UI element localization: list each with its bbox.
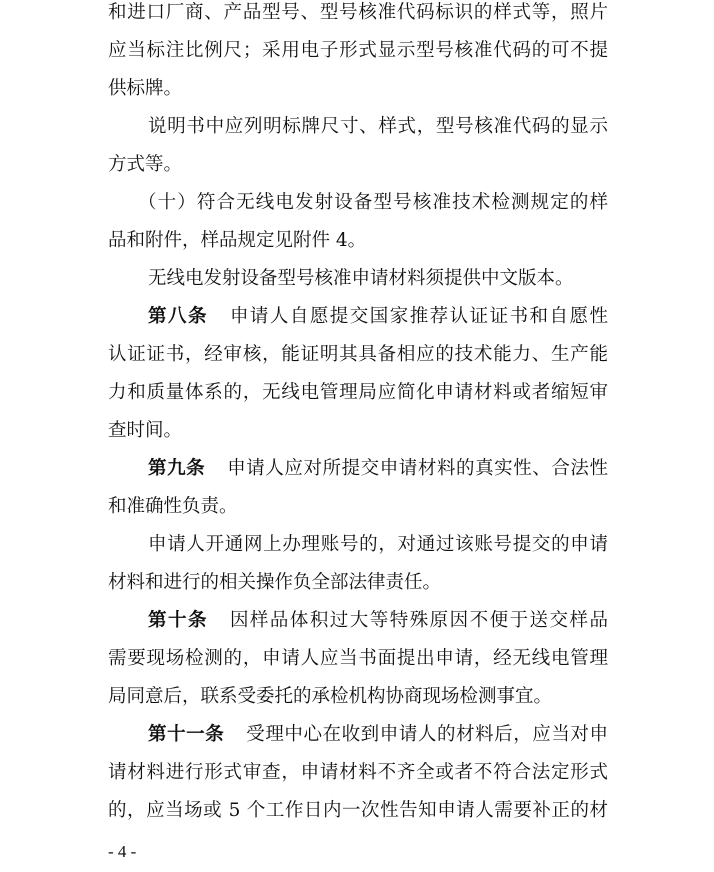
text-line: 品和附件，样品规定见附件 4。 <box>108 230 367 251</box>
article-text: 因样品体积过大等特殊原因不便于送交样品 <box>229 610 608 631</box>
article-heading: 第九条 <box>148 458 206 479</box>
article-text: 受理中心在收到申请人的材料后，应当对申 <box>246 724 608 745</box>
article-line <box>108 304 608 330</box>
text-line: 请材料进行形式审查，申请材料不齐全或者不符合法定形式 <box>108 762 608 783</box>
article-line <box>108 456 608 482</box>
article-text: 申请人自愿提交国家推荐认证证书和自愿性 <box>229 306 608 327</box>
text-line: 和准确性负责。 <box>108 496 238 517</box>
text-line: 应当标注比例尺；采用电子形式显示型号核准代码的可不提 <box>108 40 608 61</box>
text-line: 需要现场检测的，申请人应当书面提出申请，经无线电管理 <box>108 648 608 669</box>
text-line: 材料和进行的相关操作负全部法律责任。 <box>108 572 442 593</box>
article-line <box>108 608 608 634</box>
text-line: 和进口厂商、产品型号、型号核准代码标识的样式等，照片 <box>108 2 608 23</box>
text-line: 查时间。 <box>108 420 183 441</box>
text-line: 局同意后，联系受委托的承检机构协商现场检测事宜。 <box>108 686 553 707</box>
article-heading: 第十一条 <box>148 724 225 745</box>
text-line: （十）符合无线电发射设备型号核准技术检测规定的样 <box>138 192 608 213</box>
text-line: 说明书中应列明标牌尺寸、样式，型号核准代码的显示 <box>148 116 608 137</box>
text-line: 的，应当场或 5 个工作日内一次性告知申请人需要补正的材 <box>108 800 608 821</box>
article-line <box>108 722 608 748</box>
text-line: 力和质量体系的，无线电管理局应简化申请材料或者缩短审 <box>108 382 608 403</box>
text-line: 供标牌。 <box>108 78 183 99</box>
text-line: 方式等。 <box>108 154 183 175</box>
page-number: - 4 - <box>108 842 137 861</box>
text-line: 认证证书，经审核，能证明其具备相应的技术能力、生产能 <box>108 344 608 365</box>
article-heading: 第八条 <box>148 306 208 327</box>
article-text: 申请人应对所提交申请材料的真实性、合法性 <box>227 458 608 479</box>
text-line: 无线电发射设备型号核准申请材料须提供中文版本。 <box>148 268 574 289</box>
article-heading: 第十条 <box>148 610 208 631</box>
text-line: 申请人开通网上办理账号的，对通过该账号提交的申请 <box>148 534 608 555</box>
